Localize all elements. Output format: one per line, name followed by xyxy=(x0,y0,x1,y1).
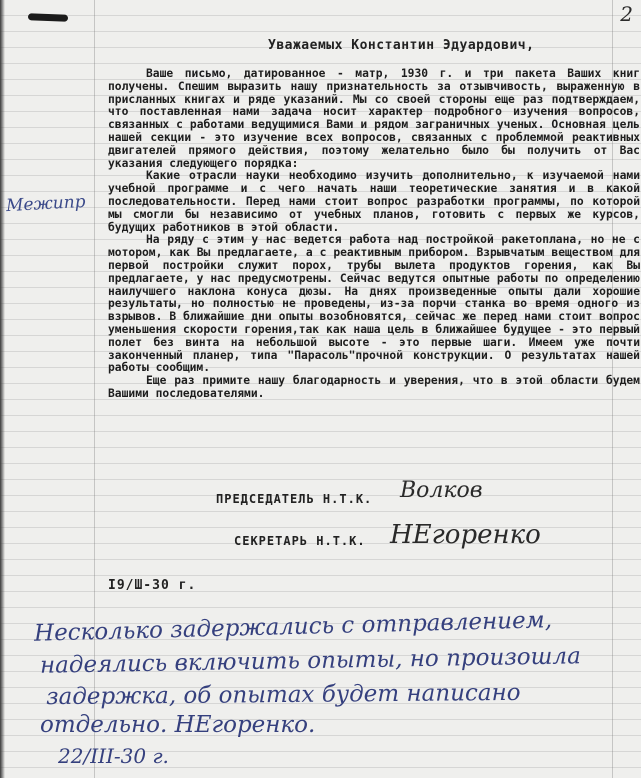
paragraph: Какие отрасли науки необходимо изучить дополнительно, к изучаемой нами учебной программе и с чего начать наши теоретические занятия и в какой последовательности. Перед нами стоит вопрос разработки программы, по которой мы смогли бы независимо от учебных планов, готовить с первых же курсов, будущих работников в этой области. xyxy=(108,169,640,234)
chairman-label: ПРЕДСЕДАТЕЛЬ Н.Т.К. xyxy=(216,492,373,506)
handwritten-line: надеялись включить опыты, но произошла xyxy=(39,643,582,679)
margin-note: Межипр xyxy=(5,191,87,217)
letter-date: I9/Ш-30 г. xyxy=(108,578,197,593)
secretary-signature: НЕгоренко xyxy=(390,520,541,550)
handwritten-line: Несколько задержались с отправлением, xyxy=(33,607,553,647)
salutation: Уважаемых Константин Эдуардович, xyxy=(268,38,535,53)
scan-edge-shadow xyxy=(0,0,5,778)
chairman-signature: Волков xyxy=(400,478,483,503)
paragraph: На ряду с этим у нас ведется работа над постройкой ракетоплана, но не с мотором, как Вы предлагаете, а с реактивным прибором. Взрывчатым веществом для первой постройки служит порох, трубы вылета продуктов горения, как Вы предлагаете, у нас предусмотрены. Сейчас ведутся опытные работы по определению наилучшего наклона конуса дюзы. На днях произведенные опыты дали хорошие результаты, но полностью не проведены, из-за порчи станка во время одного из взрывов. В ближайшие дни опыты возобновятся, сейчас же перед нами стоит вопрос уменьшения скорости горения,так как наша цель в ближайшее будущее - это первый полет без винта на небольшой высоте - это первые шаги. Имеем уже почти законченный планер, типа "Парасоль"прочной конструкции. О результатах нашей работы сообщим. xyxy=(108,233,640,375)
handwritten-line: отдельно. НЕгоренко. xyxy=(40,712,316,738)
letter-body xyxy=(108,68,640,401)
handwritten-line: задержка, об опытах будет написано xyxy=(45,679,521,711)
paragraph: Еще раз примите нашу благодарность и уверения, что в этой области будем Вашими последователями. xyxy=(108,374,640,400)
ink-blot xyxy=(28,13,68,21)
handwritten-date: 22/III-30 г. xyxy=(58,744,169,768)
page-number: 2 xyxy=(620,2,633,26)
secretary-label: СЕКРЕТАРЬ Н.Т.К. xyxy=(234,534,366,548)
paragraph: Ваше письмо, датированное - матр, 1930 г. и три пакета Ваших книг получены. Спешим выразить нашу признательность за отзывчивость, выраженную в присланных книгах и ряде указаний. Мы со своей стороны еще раз подтверждаем, что поставленная нами задача носит характер подробного изучения вопросов, связанных с работами ведущимися Вами и рядом заграничных ученых. Основная цель нашей секции - это изучение всех вопросов, связанных с проблеммой реактивных двигателей прямого действия, поэтому желательно было бы получить от Вас указания следующего порядка: xyxy=(108,67,640,170)
